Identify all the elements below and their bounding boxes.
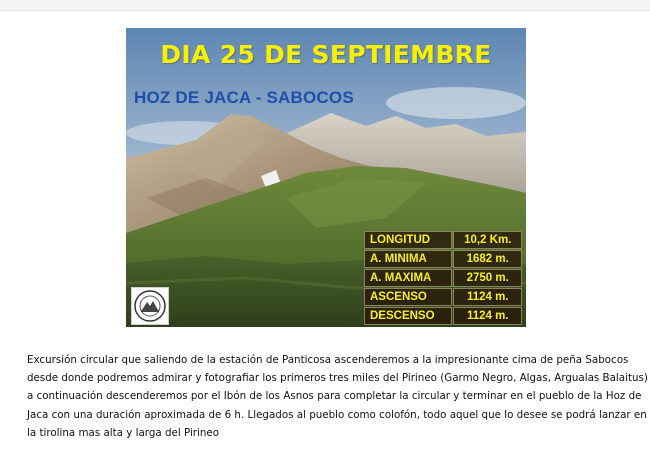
stat-row-max-altitude bbox=[364, 269, 522, 287]
date-title: DIA 25 DE SEPTIEMBRE bbox=[160, 40, 492, 69]
stat-value: 10,2 Km. bbox=[453, 231, 522, 249]
stat-label: LONGITUD bbox=[364, 231, 452, 249]
stat-row-min-altitude bbox=[364, 250, 522, 268]
stat-value: 1124 m. bbox=[453, 307, 522, 325]
route-title: HOZ DE JACA - SABOCOS bbox=[134, 88, 354, 107]
description-line: la tirolina mas alta y larga del Pirineo bbox=[27, 426, 220, 439]
description-line: desde donde podremos admirar y fotografiar los primeros tres miles del Pirineo (Garmo Negro, Algas, Argualas Balaitus) bbox=[27, 372, 648, 385]
description-line: a continuación descenderemos por el Ibón de los Asnos para completar la circular y terminar en el pueblo de la Hoz de bbox=[27, 390, 642, 403]
route-stats-table bbox=[363, 230, 523, 326]
description-line: Excursión circular que saliendo de la estación de Panticosa ascenderemos a la impresionante cima de peña Sabocos bbox=[27, 354, 629, 366]
club-seal-icon bbox=[131, 287, 169, 325]
description-line: Jaca con una duración aproximada de 6 h. Llegados al pueblo como colofón, todo aquel que lo desee se podrá lanzar en bbox=[27, 408, 647, 421]
stat-value: 2750 m. bbox=[453, 269, 522, 287]
stat-row-descent bbox=[364, 307, 522, 325]
stat-label: A. MAXIMA bbox=[364, 269, 452, 287]
excursion-description bbox=[27, 351, 648, 442]
stat-row-length bbox=[364, 231, 522, 249]
stat-label: A. MINIMA bbox=[364, 250, 452, 268]
excursion-poster bbox=[126, 28, 526, 327]
stat-label: ASCENSO bbox=[364, 288, 452, 306]
stat-value: 1124 m. bbox=[453, 288, 522, 306]
stat-value: 1682 m. bbox=[453, 250, 522, 268]
stat-label: DESCENSO bbox=[364, 307, 452, 325]
top-margin-bar bbox=[0, 0, 650, 11]
stat-row-ascent bbox=[364, 288, 522, 306]
